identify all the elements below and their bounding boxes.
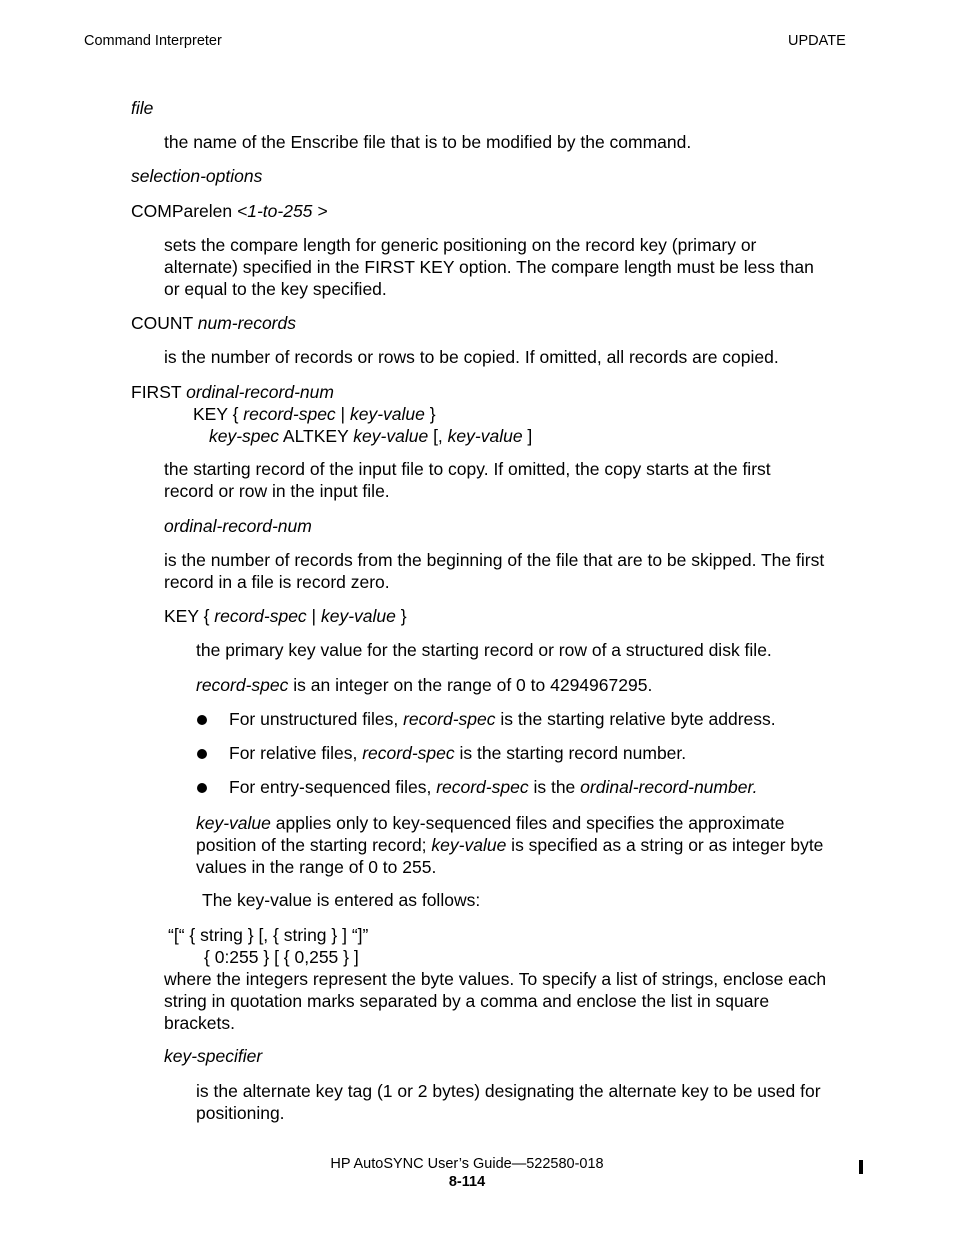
syntax-comparelen: COMParelen <1-to-255 > [131,201,328,221]
footer-title: HP AutoSYNC User’s Guide—522580-018 [330,1156,604,1172]
syntax-first-keyspec: key-spec ALTKEY key-value [, key-value ] [209,426,533,446]
first-description: the starting record of the input file to copy. If omitted, the copy starts at the first record or row in the input file. [164,459,771,501]
file-description: the name of the Enscribe file that is to be modified by the command. [164,132,692,152]
bullet-item: For entry-sequenced files, record-spec is the ordinal-record-number. [229,777,758,797]
count-description: is the number of records or rows to be copied. If omitted, all records are copied. [164,347,779,367]
comparelen-description: sets the compare length for generic positioning on the record key (primary or alternate) specified in the FIRST KEY option. The compare length must be less than or equal to the key specified. [164,235,814,299]
record-spec-description: record-spec is an integer on the range of 0 to 4294967295. [196,675,653,695]
syntax-count: COUNT num-records [131,313,296,333]
syntax-first: FIRST ordinal-record-num [131,382,334,402]
key-value-entered-note: The key-value is entered as follows: [202,890,481,910]
syntax-string-list: “[“ { string } [, { string } ] “]” [168,925,369,945]
bullet-item: For relative files, record-spec is the starting record number. [229,743,687,763]
page-number: 8-114 [448,1174,486,1190]
key-value-description: key-value applies only to key-sequenced files and specifies the approximate position of the starting record; key-value is specified as a string or as integer byte values in the range of 0 to 255. [196,813,824,877]
key-specifier-description: is the alternate key tag (1 or 2 bytes) designating the alternate key to be used for positioning. [196,1081,821,1123]
syntax-first-key: KEY { record-spec | key-value } [193,404,436,424]
integers-description: where the integers represent the byte values. To specify a list of strings, enclose each string in quotation marks separated by a comma and enclose the list in square brackets. [164,969,827,1033]
bullet-icon [197,783,207,793]
key-description: the primary key value for the starting record or row of a structured disk file. [196,640,772,660]
bullet-icon [197,715,207,725]
term-selection-options: selection-options [131,166,263,186]
term-key-specifier: key-specifier [164,1046,263,1066]
change-bar [859,1160,863,1174]
syntax-key: KEY { record-spec | key-value } [164,606,407,626]
bullet-icon [197,749,207,759]
running-header-right: UPDATE [788,33,846,49]
syntax-byte-list: { 0:255 } [ { 0,255 } ] [204,947,359,967]
term-ordinal-record-num: ordinal-record-num [164,516,312,536]
bullet-item: For unstructured files, record-spec is the starting relative byte address. [229,709,776,729]
ordinal-description: is the number of records from the beginning of the file that are to be skipped. The first record in a file is record zero. [164,550,825,592]
running-header-left: Command Interpreter [84,33,222,49]
term-file: file [131,98,154,118]
